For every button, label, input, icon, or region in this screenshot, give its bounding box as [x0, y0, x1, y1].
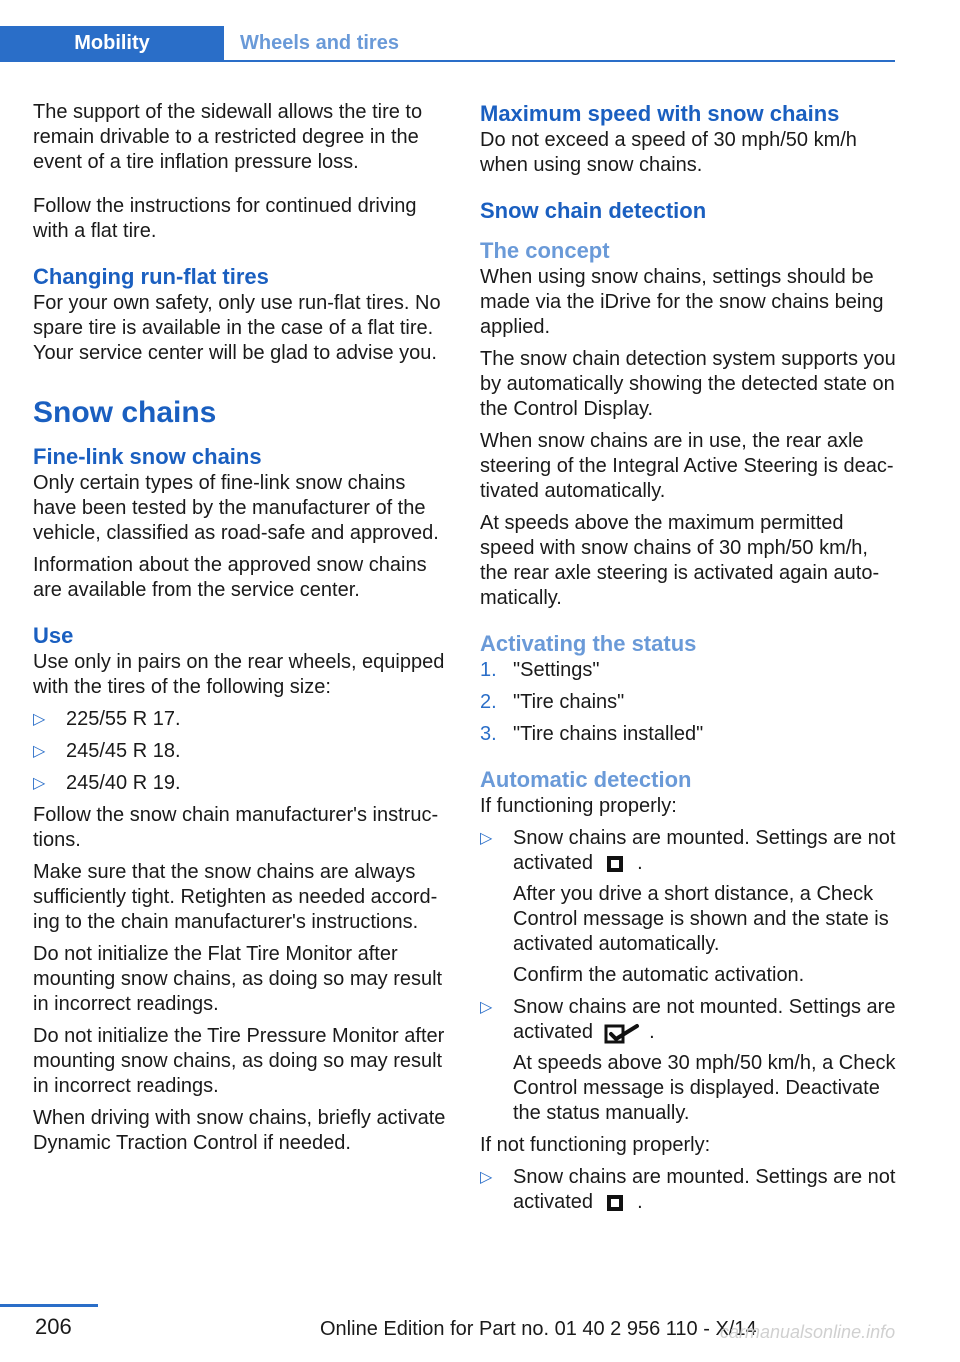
list-item: 2. "Tire chains": [480, 691, 625, 713]
heading-snow-chains: Snow chains: [33, 396, 217, 429]
paragraph: When snow chains are in use, the rear axle steering of the Integral Active Steering is deac-tivated automatically.: [480, 430, 894, 502]
triangle-right-icon: ▷: [480, 999, 493, 1016]
page-number: 206: [35, 1314, 72, 1339]
list-item: ▷ Snow chains are mounted. Settings are not activated . After you drive a short distance, a Check Control message is shown and the state is activated automatically. Confirm the automatic activation.: [480, 826, 900, 988]
list-item: ▷ 245/45 R 18.: [33, 740, 181, 762]
paragraph: At speeds above the maximum permitted speed with snow chains of 30 mph/50 km/h, the rear axle steering is activated again auto-matically.: [480, 512, 880, 609]
paragraph: If functioning properly:: [480, 795, 677, 817]
edition-text: Online Edition for Part no. 01 40 2 956 110 - X/14: [320, 1318, 757, 1340]
paragraph: If not functioning properly:: [480, 1134, 711, 1156]
watermark: carmanualsonline.info: [720, 1322, 896, 1342]
list-item: 1. "Settings": [480, 659, 600, 681]
header-section-tab: Mobility: [0, 26, 224, 60]
list-item: ▷ 225/55 R 17.: [33, 708, 181, 730]
paragraph: Make sure that the snow chains are always sufficiently tight. Retighten as needed accord-ing to the chain manufacturer's instructions.: [33, 861, 438, 933]
checkbox-checked-icon: [603, 1023, 641, 1043]
heading-concept: The concept: [480, 238, 610, 263]
heading-use: Use: [33, 623, 74, 648]
triangle-right-icon: ▷: [33, 775, 46, 792]
checkbox-unchecked-icon: [603, 854, 629, 874]
list-subtext: Confirm the automatic activation.: [513, 964, 805, 986]
page-header: [0, 0, 895, 62]
detection-list-fallback: [480, 1165, 900, 1215]
heading-changing-run-flat: Changing run-flat tires: [33, 264, 269, 289]
paragraph: Follow the instructions for continued driving with a flat tire.: [33, 195, 417, 242]
header-chapter-tab: Wheels and tires: [240, 31, 399, 54]
triangle-right-icon: ▷: [480, 830, 493, 847]
paragraph: For your own safety, only use run-flat tires. No spare tire is available in the case of a flat tire. Your service center will be glad to advise you.: [33, 292, 441, 364]
list-subtext: After you drive a short distance, a Check Control message is shown and the state is activated automatically.: [513, 883, 889, 955]
tire-size-list: [33, 707, 448, 796]
paragraph: Information about the approved snow chains are available from the service center.: [33, 554, 427, 601]
paragraph: Only certain types of fine-link snow chains have been tested by the manufacturer of the vehicle, classified as road-safe and approved.: [33, 472, 439, 544]
list-item: ▷ Snow chains are not mounted. Settings are activated . At speeds above 30 mph/50 km/h, a Check Control message is displayed. Deactivate the status manually.: [480, 995, 900, 1126]
triangle-right-icon: ▷: [33, 711, 46, 728]
paragraph: Do not initialize the Flat Tire Monitor after mounting snow chains, as doing so may result in incorrect readings.: [33, 943, 443, 1015]
list-item: ▷ Snow chains are mounted. Settings are not activated .: [480, 1166, 896, 1213]
steps-list: [480, 658, 900, 747]
heading-auto-detection: Automatic detection: [480, 767, 692, 792]
checkbox-unchecked-icon: [603, 1193, 629, 1213]
paragraph: Follow the snow chain manufacturer's instruc-tions.: [33, 804, 439, 851]
list-item: ▷ 245/40 R 19.: [33, 772, 181, 794]
paragraph: Use only in pairs on the rear wheels, equipped with the tires of the following size:: [33, 651, 445, 698]
paragraph: The support of the sidewall allows the tire to remain drivable to a restricted degree in the event of a tire inflation pressure loss.: [33, 101, 423, 173]
list-item: 3. "Tire chains installed": [480, 723, 704, 745]
footer-rule: [0, 1304, 98, 1307]
triangle-right-icon: ▷: [480, 1169, 493, 1186]
paragraph: Do not exceed a speed of 30 mph/50 km/h when using snow chains.: [480, 129, 857, 176]
right-column: [480, 100, 900, 1222]
heading-activating: Activating the status: [480, 631, 697, 656]
paragraph: Do not initialize the Tire Pressure Monitor after mounting snow chains, as doing so may result in incorrect readings.: [33, 1025, 445, 1097]
detection-list: [480, 826, 900, 1126]
heading-max-speed: Maximum speed with snow chains: [480, 101, 840, 126]
paragraph: The snow chain detection system supports you by automatically showing the detected state on the Control Display.: [480, 348, 896, 420]
paragraph: When using snow chains, settings should be made via the iDrive for the snow chains being applied.: [480, 266, 884, 338]
triangle-right-icon: ▷: [33, 743, 46, 760]
list-subtext: At speeds above 30 mph/50 km/h, a Check Control message is displayed. Deactivate the status manually.: [513, 1052, 896, 1124]
heading-snow-chain-detection: Snow chain detection: [480, 198, 707, 223]
left-column: [33, 100, 448, 1163]
paragraph: When driving with snow chains, briefly activate Dynamic Traction Control if needed.: [33, 1107, 446, 1154]
heading-fine-link: Fine-link snow chains: [33, 444, 262, 469]
